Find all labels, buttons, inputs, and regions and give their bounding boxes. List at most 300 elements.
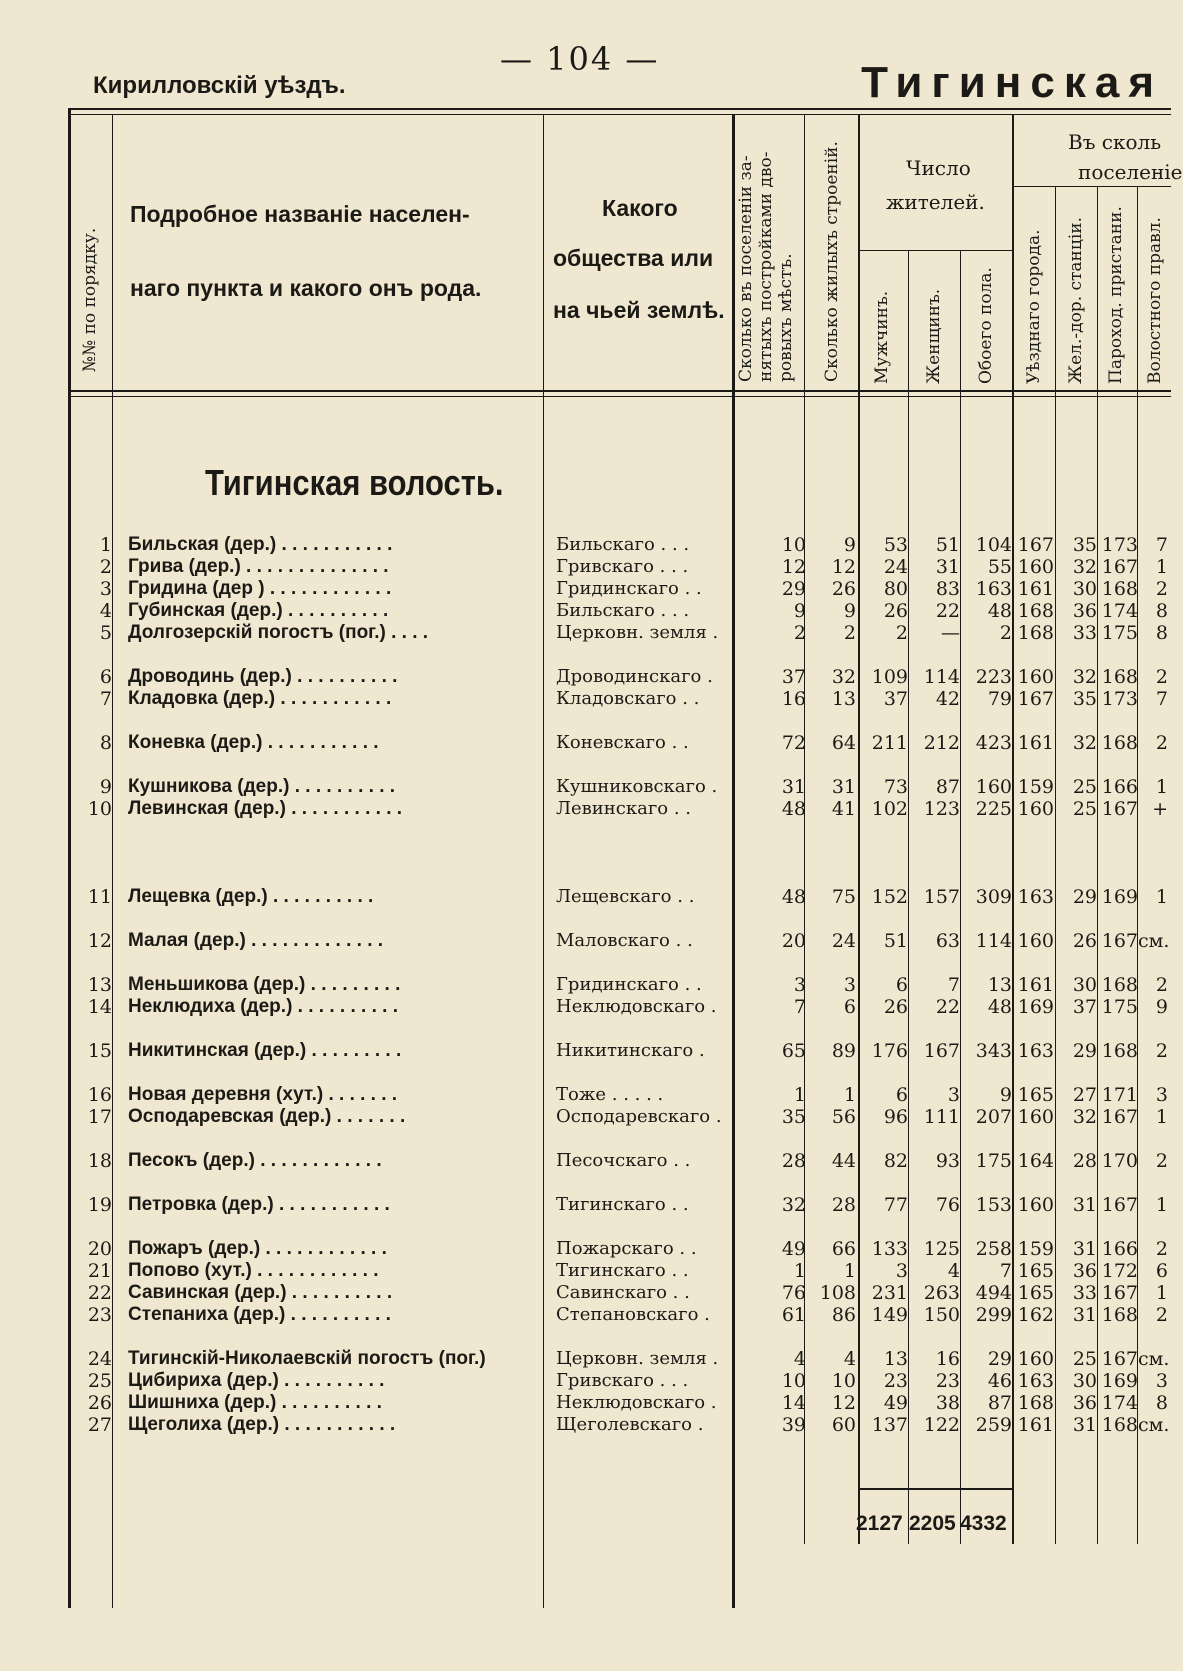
cell-volost-distance: 1 xyxy=(1155,1106,1168,1128)
society-name: Гривскаго . . . xyxy=(556,556,689,577)
cell-households: 48 xyxy=(781,886,806,908)
cell-pier-distance: 167 xyxy=(1101,556,1138,578)
cell-buildings: 56 xyxy=(831,1106,856,1128)
cell-volost-distance: 2 xyxy=(1155,974,1168,996)
row-number: 12 xyxy=(87,930,112,952)
cell-both: 87 xyxy=(987,1392,1012,1414)
cell-rail-distance: 33 xyxy=(1072,1282,1097,1304)
cell-buildings: 13 xyxy=(831,688,856,710)
cell-both: 258 xyxy=(975,1238,1012,1260)
cell-volost-distance: 2 xyxy=(1155,666,1168,688)
cell-buildings: 9 xyxy=(843,600,856,622)
header-name-line2: наго пункта и какого онъ рода. xyxy=(130,275,482,301)
table-row xyxy=(0,732,1171,754)
cell-volost-distance: 6 xyxy=(1155,1260,1168,1282)
cell-buildings: 64 xyxy=(831,732,856,754)
header-households-1: Сколько въ поселеніи за- xyxy=(736,155,756,382)
cell-households: 7 xyxy=(793,996,806,1018)
cell-town-distance: 162 xyxy=(1017,1304,1054,1326)
cell-women: 51 xyxy=(935,534,960,556)
col-rule-11 xyxy=(1137,186,1138,1544)
cell-both: 114 xyxy=(975,930,1012,952)
cell-men: 26 xyxy=(883,996,908,1018)
cell-both: 9 xyxy=(999,1084,1012,1106)
cell-rail-distance: 32 xyxy=(1072,1106,1097,1128)
cell-both: 7 xyxy=(999,1260,1012,1282)
cell-both: 163 xyxy=(975,578,1012,600)
cell-buildings: 10 xyxy=(831,1370,856,1392)
cell-volost-distance: 8 xyxy=(1155,600,1168,622)
cell-rail-distance: 35 xyxy=(1072,688,1097,710)
society-name: Церковн. земля . xyxy=(556,622,719,643)
cell-men: 80 xyxy=(883,578,908,600)
cell-women: 150 xyxy=(923,1304,960,1326)
table-row xyxy=(0,578,1171,600)
cell-town-distance: 164 xyxy=(1017,1150,1054,1172)
cell-town-distance: 165 xyxy=(1017,1084,1054,1106)
cell-households: 16 xyxy=(781,688,806,710)
society-name: Пожарскаго . . xyxy=(556,1238,697,1259)
cell-rail-distance: 31 xyxy=(1072,1238,1097,1260)
cell-men: 2 xyxy=(895,622,908,644)
cell-town-distance: 163 xyxy=(1017,1040,1054,1062)
cell-both: 55 xyxy=(987,556,1012,578)
society-name: Церковн. земля . xyxy=(556,1348,719,1369)
cell-both: 423 xyxy=(975,732,1012,754)
cell-men: 13 xyxy=(883,1348,908,1370)
cell-buildings: 75 xyxy=(831,886,856,908)
cell-households: 32 xyxy=(781,1194,806,1216)
society-name: Савинскаго . . xyxy=(556,1282,690,1303)
cell-women: 157 xyxy=(923,886,960,908)
cell-rail-distance: 30 xyxy=(1072,578,1097,600)
settlement-name: Грива (дер.) . . . . . . . . . . . . . . xyxy=(128,556,389,577)
cell-pier-distance: 171 xyxy=(1101,1084,1138,1106)
cell-pier-distance: 167 xyxy=(1101,930,1138,952)
cell-rail-distance: 33 xyxy=(1072,622,1097,644)
settlement-name: Шишниха (дер.) . . . . . . . . . . xyxy=(128,1392,382,1413)
cell-volost-distance: 2 xyxy=(1155,732,1168,754)
cell-buildings: 12 xyxy=(831,1392,856,1414)
col-rule-5 xyxy=(858,114,860,1544)
row-number: 1 xyxy=(99,534,112,556)
row-number: 3 xyxy=(99,578,112,600)
cell-town-distance: 163 xyxy=(1017,1370,1054,1392)
cell-pier-distance: 168 xyxy=(1101,666,1138,688)
cell-women: 83 xyxy=(935,578,960,600)
cell-town-distance: 165 xyxy=(1017,1282,1054,1304)
cell-rail-distance: 25 xyxy=(1072,776,1097,798)
cell-buildings: 12 xyxy=(831,556,856,578)
header-society-line1: Какого xyxy=(602,195,678,221)
cell-pier-distance: 175 xyxy=(1101,996,1138,1018)
cell-town-distance: 167 xyxy=(1017,534,1054,556)
cell-both: 225 xyxy=(975,798,1012,820)
row-number: 22 xyxy=(87,1282,112,1304)
society-name: Гридинскаго . . xyxy=(556,974,702,995)
settlement-name: Коневка (дер.) . . . . . . . . . . . xyxy=(128,732,379,753)
cell-buildings: 2 xyxy=(843,622,856,644)
cell-households: 28 xyxy=(781,1150,806,1172)
cell-women: 87 xyxy=(935,776,960,798)
cell-both: 207 xyxy=(975,1106,1012,1128)
cell-pier-distance: 168 xyxy=(1101,1040,1138,1062)
cell-rail-distance: 32 xyxy=(1072,666,1097,688)
header-society-line3: на чьей землѣ. xyxy=(553,297,725,323)
cell-rail-distance: 35 xyxy=(1072,534,1097,556)
cell-households: 10 xyxy=(781,534,806,556)
table-row xyxy=(0,1414,1171,1436)
settlement-name: Песокъ (дер.) . . . . . . . . . . . . xyxy=(128,1150,382,1171)
cell-pier-distance: 167 xyxy=(1101,1106,1138,1128)
cell-town-distance: 160 xyxy=(1017,666,1054,688)
cell-buildings: 66 xyxy=(831,1238,856,1260)
cell-households: 14 xyxy=(781,1392,806,1414)
settlement-name: Гридина (дер ) . . . . . . . . . . . . xyxy=(128,578,392,599)
cell-both: 48 xyxy=(987,600,1012,622)
col-rule-10 xyxy=(1097,186,1098,1544)
cell-buildings: 44 xyxy=(831,1150,856,1172)
total-both: 4332 xyxy=(960,1512,1007,1535)
row-number: 5 xyxy=(99,622,112,644)
cell-men: 109 xyxy=(871,666,908,688)
cell-town-distance: 169 xyxy=(1017,996,1054,1018)
section-title: Тигинская волость. xyxy=(205,462,504,503)
cell-both: 48 xyxy=(987,996,1012,1018)
cell-town-distance: 163 xyxy=(1017,886,1054,908)
cell-households: 35 xyxy=(781,1106,806,1128)
header-households-2: нятыхъ постройками дво- xyxy=(756,151,776,382)
cell-town-distance: 168 xyxy=(1017,622,1054,644)
society-name: Тоже . . . . . xyxy=(556,1084,664,1105)
volost-running-head: Тигинская xyxy=(861,58,1163,107)
rule-header-bottom xyxy=(70,390,1171,392)
cell-both: 160 xyxy=(975,776,1012,798)
cell-both: 343 xyxy=(975,1040,1012,1062)
cell-men: 176 xyxy=(871,1040,908,1062)
society-name: Бильскаго . . . xyxy=(556,600,690,621)
cell-pier-distance: 167 xyxy=(1101,798,1138,820)
table-row xyxy=(0,600,1171,622)
cell-rail-distance: 31 xyxy=(1072,1194,1097,1216)
table-row xyxy=(0,1238,1171,1260)
cell-pier-distance: 168 xyxy=(1101,578,1138,600)
society-name: Песочскаго . . xyxy=(556,1150,691,1171)
settlement-name: Кладовка (дер.) . . . . . . . . . . . xyxy=(128,688,392,709)
cell-men: 6 xyxy=(895,1084,908,1106)
col-rule-8 xyxy=(1012,114,1014,1544)
cell-pier-distance: 169 xyxy=(1101,1370,1138,1392)
row-number: 11 xyxy=(87,886,112,908)
row-number: 2 xyxy=(99,556,112,578)
cell-men: 49 xyxy=(883,1392,908,1414)
cell-volost-distance: 3 xyxy=(1155,1370,1168,1392)
settlement-name: Пожаръ (дер.) . . . . . . . . . . . . xyxy=(128,1238,387,1259)
cell-women: 125 xyxy=(923,1238,960,1260)
cell-town-distance: 167 xyxy=(1017,688,1054,710)
cell-men: 77 xyxy=(883,1194,908,1216)
cell-rail-distance: 29 xyxy=(1072,886,1097,908)
society-name: Неклюдовскаго . xyxy=(556,1392,717,1413)
col-rule-4 xyxy=(804,114,805,1544)
cell-buildings: 3 xyxy=(843,974,856,996)
row-number: 21 xyxy=(87,1260,112,1282)
cell-households: 2 xyxy=(793,622,806,644)
cell-buildings: 31 xyxy=(831,776,856,798)
cell-pier-distance: 167 xyxy=(1101,1194,1138,1216)
cell-volost-distance: 2 xyxy=(1155,578,1168,600)
header-society-line2: общества или xyxy=(553,245,714,271)
cell-pier-distance: 168 xyxy=(1101,732,1138,754)
cell-volost-distance: см. xyxy=(1138,1414,1170,1436)
settlement-name: Неклюдиха (дер.) . . . . . . . . . . xyxy=(128,996,398,1017)
cell-rail-distance: 30 xyxy=(1072,974,1097,996)
society-name: Неклюдовскаго . xyxy=(556,996,717,1017)
cell-rail-distance: 25 xyxy=(1072,1348,1097,1370)
settlement-name: Бильская (дер.) . . . . . . . . . . . xyxy=(128,534,393,555)
cell-town-distance: 168 xyxy=(1017,1392,1054,1414)
cell-volost-distance: 2 xyxy=(1155,1304,1168,1326)
cell-men: 133 xyxy=(871,1238,908,1260)
cell-households: 1 xyxy=(793,1084,806,1106)
row-number: 7 xyxy=(99,688,112,710)
header-residents-2: жителей. xyxy=(886,190,985,214)
row-number: 17 xyxy=(87,1106,112,1128)
settlement-name: Попово (хут.) . . . . . . . . . . . . xyxy=(128,1260,379,1281)
header-distance-1: Въ сколь xyxy=(1068,130,1162,154)
cell-women: 3 xyxy=(947,1084,960,1106)
cell-volost-distance: 1 xyxy=(1155,886,1168,908)
cell-men: 37 xyxy=(883,688,908,710)
cell-town-distance: 160 xyxy=(1017,556,1054,578)
settlement-name: Меньшикова (дер.) . . . . . . . . . xyxy=(128,974,401,995)
cell-women: — xyxy=(941,622,960,644)
cell-women: 76 xyxy=(935,1194,960,1216)
cell-households: 72 xyxy=(781,732,806,754)
total-women: 2205 xyxy=(909,1512,956,1535)
table-row xyxy=(0,1282,1171,1304)
cell-town-distance: 159 xyxy=(1017,1238,1054,1260)
cell-rail-distance: 31 xyxy=(1072,1304,1097,1326)
cell-women: 263 xyxy=(923,1282,960,1304)
table-row xyxy=(0,1260,1171,1282)
header-pier: Пароход. пристани. xyxy=(1106,206,1126,384)
cell-pier-distance: 166 xyxy=(1101,776,1138,798)
cell-men: 137 xyxy=(871,1414,908,1436)
cell-pier-distance: 169 xyxy=(1101,886,1138,908)
society-name: Тигинскаго . . xyxy=(556,1260,689,1281)
cell-women: 123 xyxy=(923,798,960,820)
cell-women: 16 xyxy=(935,1348,960,1370)
cell-rail-distance: 32 xyxy=(1072,556,1097,578)
cell-men: 82 xyxy=(883,1150,908,1172)
settlement-name: Степаниха (дер.) . . . . . . . . . . xyxy=(128,1304,391,1325)
cell-women: 31 xyxy=(935,556,960,578)
cell-pier-distance: 173 xyxy=(1101,688,1138,710)
cell-volost-distance: 1 xyxy=(1155,1282,1168,1304)
rule-totals xyxy=(858,1488,1012,1490)
table-row xyxy=(0,1194,1171,1216)
society-name: Никитинскаго . xyxy=(556,1040,705,1061)
cell-buildings: 26 xyxy=(831,578,856,600)
row-number: 10 xyxy=(87,798,112,820)
cell-both: 259 xyxy=(975,1414,1012,1436)
cell-volost-distance: 2 xyxy=(1155,1040,1168,1062)
settlement-name: Тигинскій-Николаевскій погостъ (пог.) xyxy=(128,1348,486,1369)
cell-women: 4 xyxy=(947,1260,960,1282)
settlement-name: Губинская (дер.) . . . . . . . . . . xyxy=(128,600,389,621)
settlement-name: Никитинская (дер.) . . . . . . . . . xyxy=(128,1040,402,1061)
cell-town-distance: 168 xyxy=(1017,600,1054,622)
cell-women: 93 xyxy=(935,1150,960,1172)
cell-both: 29 xyxy=(987,1348,1012,1370)
cell-men: 23 xyxy=(883,1370,908,1392)
cell-town-distance: 160 xyxy=(1017,930,1054,952)
uezd-heading: Кирилловскій уѣздъ. xyxy=(93,72,346,99)
page-number: — 104 — xyxy=(500,40,660,78)
cell-volost-distance: 1 xyxy=(1155,776,1168,798)
settlement-name: Цибириха (дер.) . . . . . . . . . . xyxy=(128,1370,385,1391)
cell-men: 149 xyxy=(871,1304,908,1326)
cell-town-distance: 160 xyxy=(1017,1348,1054,1370)
header-women: Женщинъ. xyxy=(924,288,944,384)
cell-pier-distance: 166 xyxy=(1101,1238,1138,1260)
cell-pier-distance: 168 xyxy=(1101,974,1138,996)
settlement-name: Дроводинь (дер.) . . . . . . . . . . xyxy=(128,666,398,687)
cell-both: 175 xyxy=(975,1150,1012,1172)
cell-men: 96 xyxy=(883,1106,908,1128)
table-row xyxy=(0,534,1171,556)
cell-women: 42 xyxy=(935,688,960,710)
cell-households: 31 xyxy=(781,776,806,798)
cell-buildings: 108 xyxy=(819,1282,856,1304)
cell-buildings: 4 xyxy=(843,1348,856,1370)
settlement-name: Лещевка (дер.) . . . . . . . . . . xyxy=(128,886,374,907)
cell-men: 6 xyxy=(895,974,908,996)
society-name: Лещевскаго . . xyxy=(556,886,695,907)
rule-residents-sub xyxy=(858,250,1012,251)
rule-header-bottom-2 xyxy=(70,396,1171,397)
cell-both: 2 xyxy=(999,622,1012,644)
cell-volost-distance: + xyxy=(1152,798,1168,820)
rule-top-inner xyxy=(70,114,1171,115)
cell-men: 51 xyxy=(883,930,908,952)
cell-households: 4 xyxy=(793,1348,806,1370)
header-distance-2: поселеніе xyxy=(1078,160,1183,184)
cell-buildings: 41 xyxy=(831,798,856,820)
header-town: Уѣзднаго города. xyxy=(1024,229,1044,384)
cell-men: 53 xyxy=(883,534,908,556)
table-row xyxy=(0,666,1171,688)
row-number: 25 xyxy=(87,1370,112,1392)
header-men: Мужчинъ. xyxy=(872,290,892,384)
table-row xyxy=(0,996,1171,1018)
cell-volost-distance: 7 xyxy=(1155,688,1168,710)
cell-women: 212 xyxy=(923,732,960,754)
cell-men: 24 xyxy=(883,556,908,578)
table-row xyxy=(0,1106,1171,1128)
society-name: Кладовскаго . . xyxy=(556,688,700,709)
table-row xyxy=(0,688,1171,710)
society-name: Гридинскаго . . xyxy=(556,578,702,599)
settlement-name: Левинская (дер.) . . . . . . . . . . . xyxy=(128,798,403,819)
cell-women: 22 xyxy=(935,600,960,622)
col-rule-9 xyxy=(1055,186,1056,1544)
cell-rail-distance: 28 xyxy=(1072,1150,1097,1172)
table-row xyxy=(0,1084,1171,1106)
cell-women: 111 xyxy=(923,1106,960,1128)
cell-volost-distance: 9 xyxy=(1155,996,1168,1018)
cell-pier-distance: 174 xyxy=(1101,1392,1138,1414)
cell-town-distance: 160 xyxy=(1017,798,1054,820)
cell-rail-distance: 30 xyxy=(1072,1370,1097,1392)
cell-town-distance: 161 xyxy=(1017,578,1054,600)
cell-volost-distance: см. xyxy=(1138,930,1170,952)
cell-both: 223 xyxy=(975,666,1012,688)
cell-women: 167 xyxy=(923,1040,960,1062)
cell-buildings: 86 xyxy=(831,1304,856,1326)
table-row xyxy=(0,798,1171,820)
table-row xyxy=(0,776,1171,798)
table-row xyxy=(0,1040,1171,1062)
cell-men: 3 xyxy=(895,1260,908,1282)
cell-both: 104 xyxy=(975,534,1012,556)
society-name: Степановскаго . xyxy=(556,1304,710,1325)
cell-rail-distance: 32 xyxy=(1072,732,1097,754)
cell-volost-distance: 2 xyxy=(1155,1238,1168,1260)
table-row xyxy=(0,1392,1171,1414)
cell-men: 152 xyxy=(871,886,908,908)
cell-rail-distance: 29 xyxy=(1072,1040,1097,1062)
cell-volost-distance: 3 xyxy=(1155,1084,1168,1106)
cell-women: 7 xyxy=(947,974,960,996)
row-number: 4 xyxy=(99,600,112,622)
cell-households: 39 xyxy=(781,1414,806,1436)
cell-rail-distance: 37 xyxy=(1072,996,1097,1018)
table-row xyxy=(0,1370,1171,1392)
cell-women: 23 xyxy=(935,1370,960,1392)
cell-women: 22 xyxy=(935,996,960,1018)
society-name: Щеголевскаго . xyxy=(556,1414,704,1435)
cell-pier-distance: 175 xyxy=(1101,622,1138,644)
cell-both: 494 xyxy=(975,1282,1012,1304)
cell-volost-distance: 2 xyxy=(1155,1150,1168,1172)
row-number: 19 xyxy=(87,1194,112,1216)
cell-town-distance: 161 xyxy=(1017,732,1054,754)
society-name: Гривскаго . . . xyxy=(556,1370,689,1391)
cell-buildings: 1 xyxy=(843,1084,856,1106)
header-both: Обоего пола. xyxy=(976,267,996,384)
header-households-3: ровыхъ мѣстъ. xyxy=(776,253,796,382)
table-row xyxy=(0,556,1171,578)
settlement-name: Малая (дер.) . . . . . . . . . . . . . xyxy=(128,930,384,951)
society-name: Коневскаго . . xyxy=(556,732,689,753)
cell-town-distance: 161 xyxy=(1017,974,1054,996)
cell-both: 79 xyxy=(987,688,1012,710)
society-name: Осподаревскаго . xyxy=(556,1106,722,1127)
cell-men: 231 xyxy=(871,1282,908,1304)
cell-men: 73 xyxy=(883,776,908,798)
cell-volost-distance: 1 xyxy=(1155,1194,1168,1216)
cell-households: 10 xyxy=(781,1370,806,1392)
settlement-name: Осподаревская (дер.) . . . . . . . xyxy=(128,1106,406,1127)
cell-women: 38 xyxy=(935,1392,960,1414)
cell-households: 29 xyxy=(781,578,806,600)
header-residents-1: Число xyxy=(906,156,971,180)
cell-rail-distance: 26 xyxy=(1072,930,1097,952)
cell-town-distance: 165 xyxy=(1017,1260,1054,1282)
table-row xyxy=(0,1348,1171,1370)
